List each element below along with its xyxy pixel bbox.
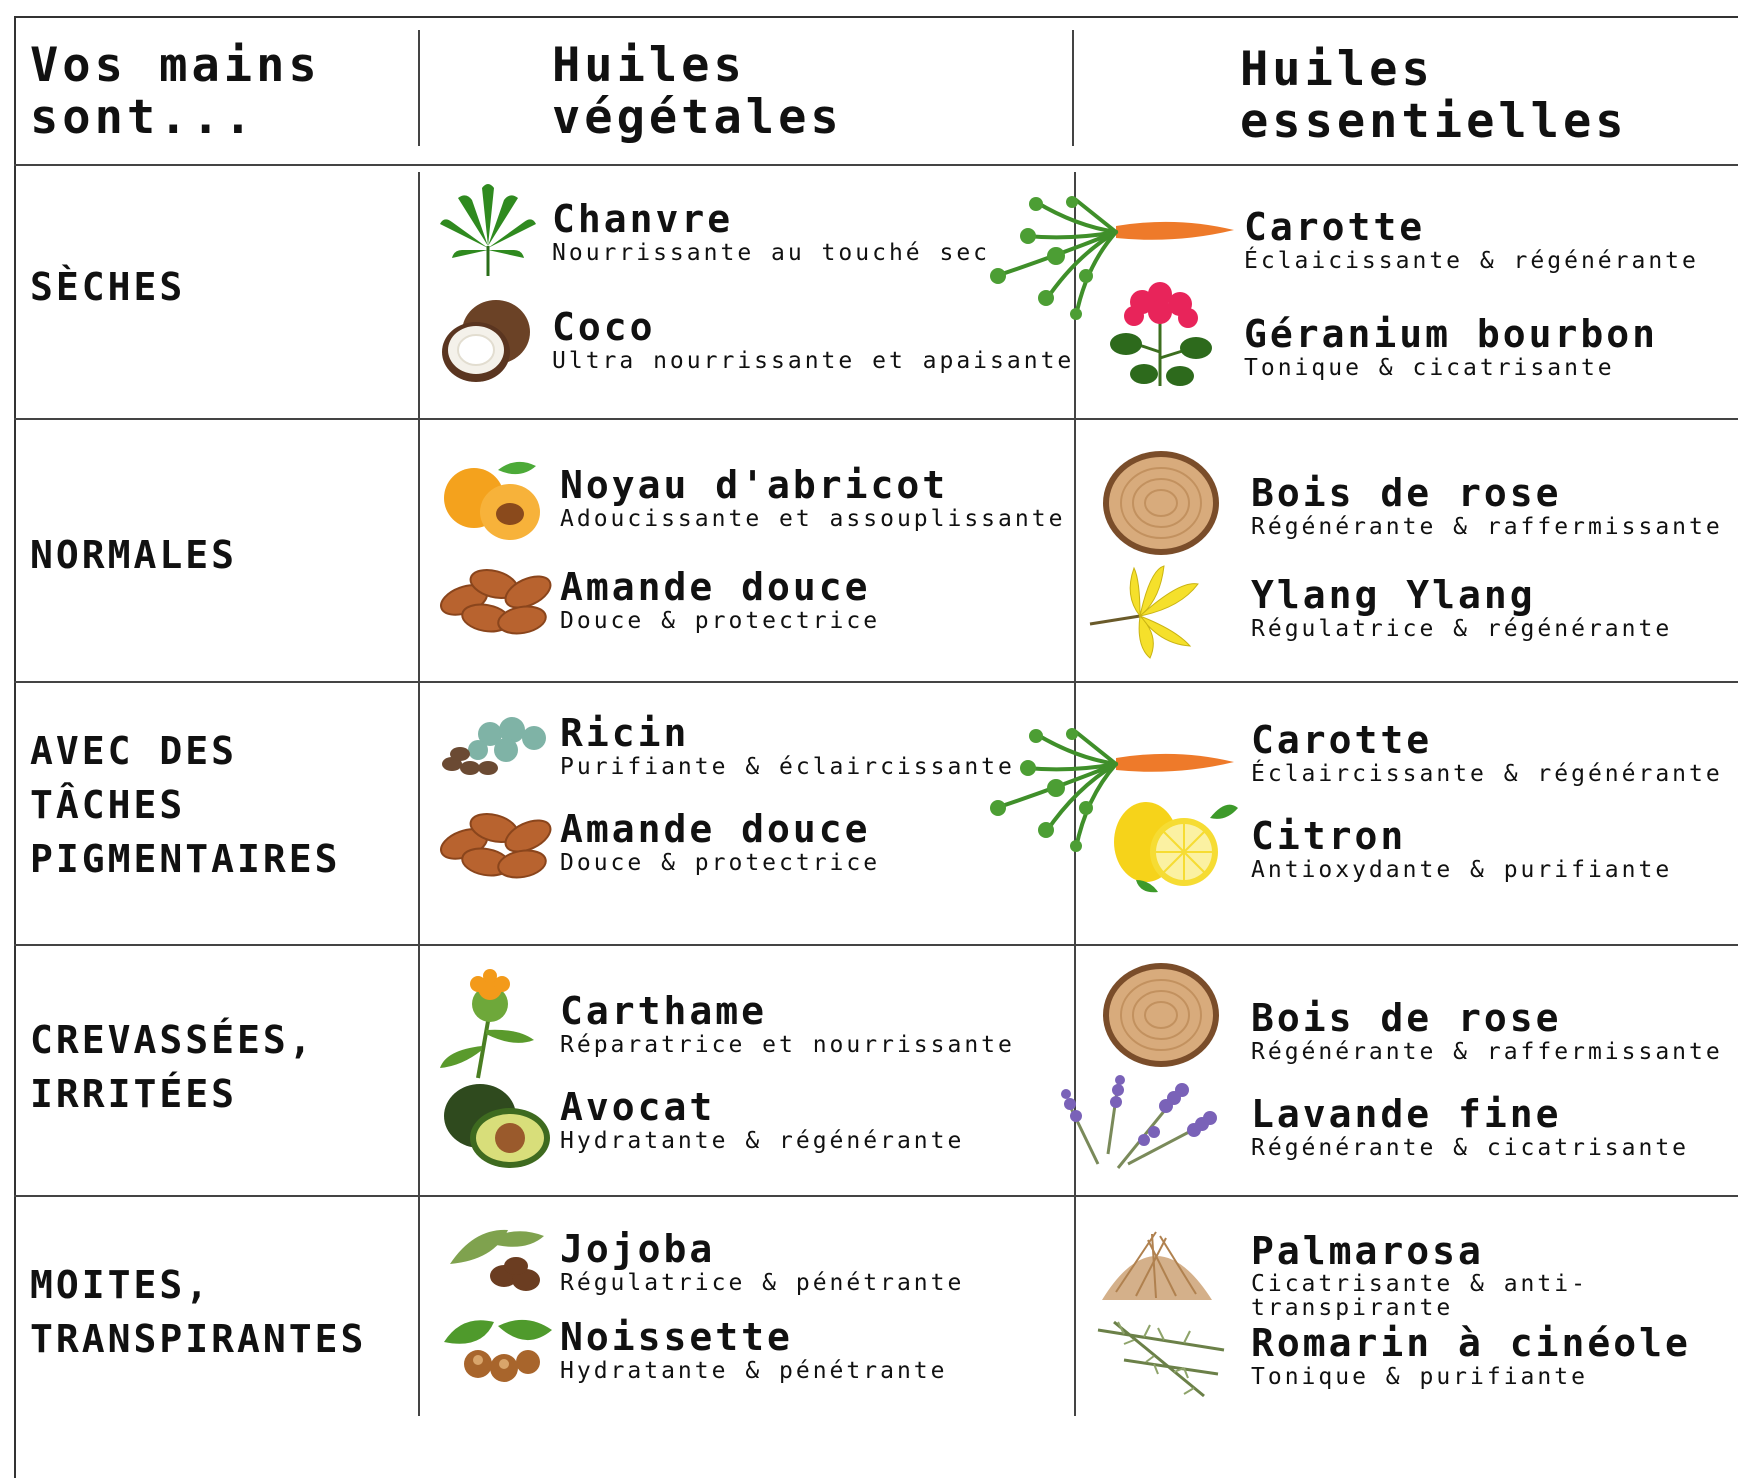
oil-name: Jojoba	[560, 1227, 716, 1271]
lemon-icon	[1110, 796, 1240, 896]
header-hands: Vos mains sont...	[30, 38, 321, 145]
oil-description: Ultra nourrissante et apaisante	[552, 348, 1075, 374]
category-label: SÈCHES	[30, 265, 186, 309]
oil-item	[560, 566, 880, 634]
row-divider	[14, 164, 1738, 166]
oil-item	[1251, 574, 1672, 642]
oil-name: Géranium bourbon	[1244, 312, 1659, 356]
oil-item	[560, 1086, 964, 1154]
oil-description: Adoucissante et assouplissante	[560, 506, 1066, 532]
oil-description: Éclaicissante & régénérante	[1244, 248, 1699, 274]
oil-item	[1244, 206, 1699, 274]
oil-description: Hydratante & régénérante	[560, 1128, 965, 1154]
oil-name: Carotte	[1251, 718, 1433, 762]
almonds-icon	[438, 806, 560, 882]
oil-name: Chanvre	[552, 197, 734, 241]
column-divider	[418, 172, 420, 1416]
oil-name: Carotte	[1244, 205, 1426, 249]
oil-description: Régulatrice & régénérante	[1251, 616, 1673, 642]
oil-item	[1251, 997, 1723, 1065]
column-divider	[1072, 30, 1074, 146]
oil-description: Régénérante & raffermissante	[1251, 514, 1723, 540]
oil-item	[560, 712, 1015, 780]
oil-name: Coco	[552, 305, 656, 349]
oil-item	[1251, 1322, 1691, 1390]
row-divider	[14, 681, 1738, 683]
oil-item	[560, 1316, 948, 1384]
oil-name: Avocat	[560, 1085, 716, 1129]
oil-description: Régénérante & cicatrisante	[1251, 1135, 1690, 1161]
oil-description: Nourrissante au touché sec	[552, 240, 991, 266]
oil-name: Noyau d'abricot	[560, 463, 949, 507]
oil-description: Antioxydante & purifiante	[1251, 857, 1673, 883]
oil-item	[1251, 1093, 1689, 1161]
oil-description: Régénérante & raffermissante	[1251, 1039, 1723, 1065]
palmarosa-icon	[1096, 1212, 1216, 1304]
oil-description: Éclaircissante & régénérante	[1251, 761, 1723, 787]
almonds-icon	[438, 562, 560, 638]
oil-item	[560, 990, 1015, 1058]
row-divider	[14, 418, 1738, 420]
category-label: CREVASSÉES, IRRITÉES	[30, 1018, 315, 1116]
oil-name: Lavande fine	[1251, 1092, 1562, 1136]
oil-description: Cicatrisante & anti-transpirante	[1251, 1271, 1588, 1321]
oil-description: Tonique & purifiante	[1251, 1364, 1588, 1390]
oil-description: Hydratante & pénétrante	[560, 1358, 948, 1384]
lavender-icon	[1058, 1074, 1224, 1174]
oil-item	[1251, 1230, 1591, 1320]
castor-icon	[440, 716, 558, 778]
header-essential-oils: Huiles essentielles	[1240, 42, 1628, 149]
oil-description: Réparatrice et nourrissante	[560, 1032, 1015, 1058]
oil-name: Palmarosa	[1251, 1229, 1484, 1273]
oil-name: Noissette	[560, 1315, 793, 1359]
category-label: AVEC DES TÂCHES PIGMENTAIRES	[30, 729, 341, 881]
oil-description: Tonique & cicatrisante	[1244, 355, 1615, 381]
rosemary-icon	[1094, 1310, 1228, 1400]
hazelnut-icon	[442, 1312, 554, 1388]
oil-item	[560, 464, 1065, 532]
hemp-leaf-icon	[436, 180, 540, 278]
oil-name: Amande douce	[560, 807, 871, 851]
row-divider	[14, 1195, 1738, 1197]
oil-name: Ylang Ylang	[1251, 573, 1536, 617]
wood-slice-icon	[1102, 962, 1220, 1068]
avocado-icon	[440, 1080, 556, 1170]
oil-item	[1251, 719, 1723, 787]
oil-name: Ricin	[560, 711, 690, 755]
oil-name: Carthame	[560, 989, 768, 1033]
oil-item	[1251, 472, 1723, 540]
oil-name: Romarin à cinéole	[1251, 1321, 1691, 1365]
oil-item	[1244, 313, 1658, 381]
category-label: NORMALES	[30, 533, 238, 577]
oil-description: Purifiante & éclaircissante	[560, 754, 1015, 780]
wood-slice-icon	[1102, 450, 1220, 556]
oil-description: Douce & protectrice	[560, 608, 881, 634]
oil-name: Bois de rose	[1251, 471, 1562, 515]
oil-description: Régulatrice & pénétrante	[560, 1270, 965, 1296]
safflower-icon	[438, 970, 538, 1080]
oil-name: Bois de rose	[1251, 996, 1562, 1040]
geranium-icon	[1104, 282, 1216, 390]
oil-item	[560, 1228, 964, 1296]
oil-description: Douce & protectrice	[560, 850, 881, 876]
apricot-icon	[440, 456, 544, 546]
oil-name: Amande douce	[560, 565, 871, 609]
coconut-icon	[438, 292, 532, 388]
row-divider	[14, 944, 1738, 946]
category-label: MOITES, TRANSPIRANTES	[30, 1263, 367, 1361]
jojoba-icon	[444, 1224, 554, 1296]
column-divider	[418, 30, 420, 146]
oil-item	[552, 198, 990, 266]
header-vegetable-oils: Huiles végétales	[552, 38, 843, 145]
oil-name: Citron	[1251, 814, 1407, 858]
oil-item	[1251, 815, 1672, 883]
oil-item	[560, 808, 880, 876]
ylang-flower-icon	[1080, 560, 1206, 660]
